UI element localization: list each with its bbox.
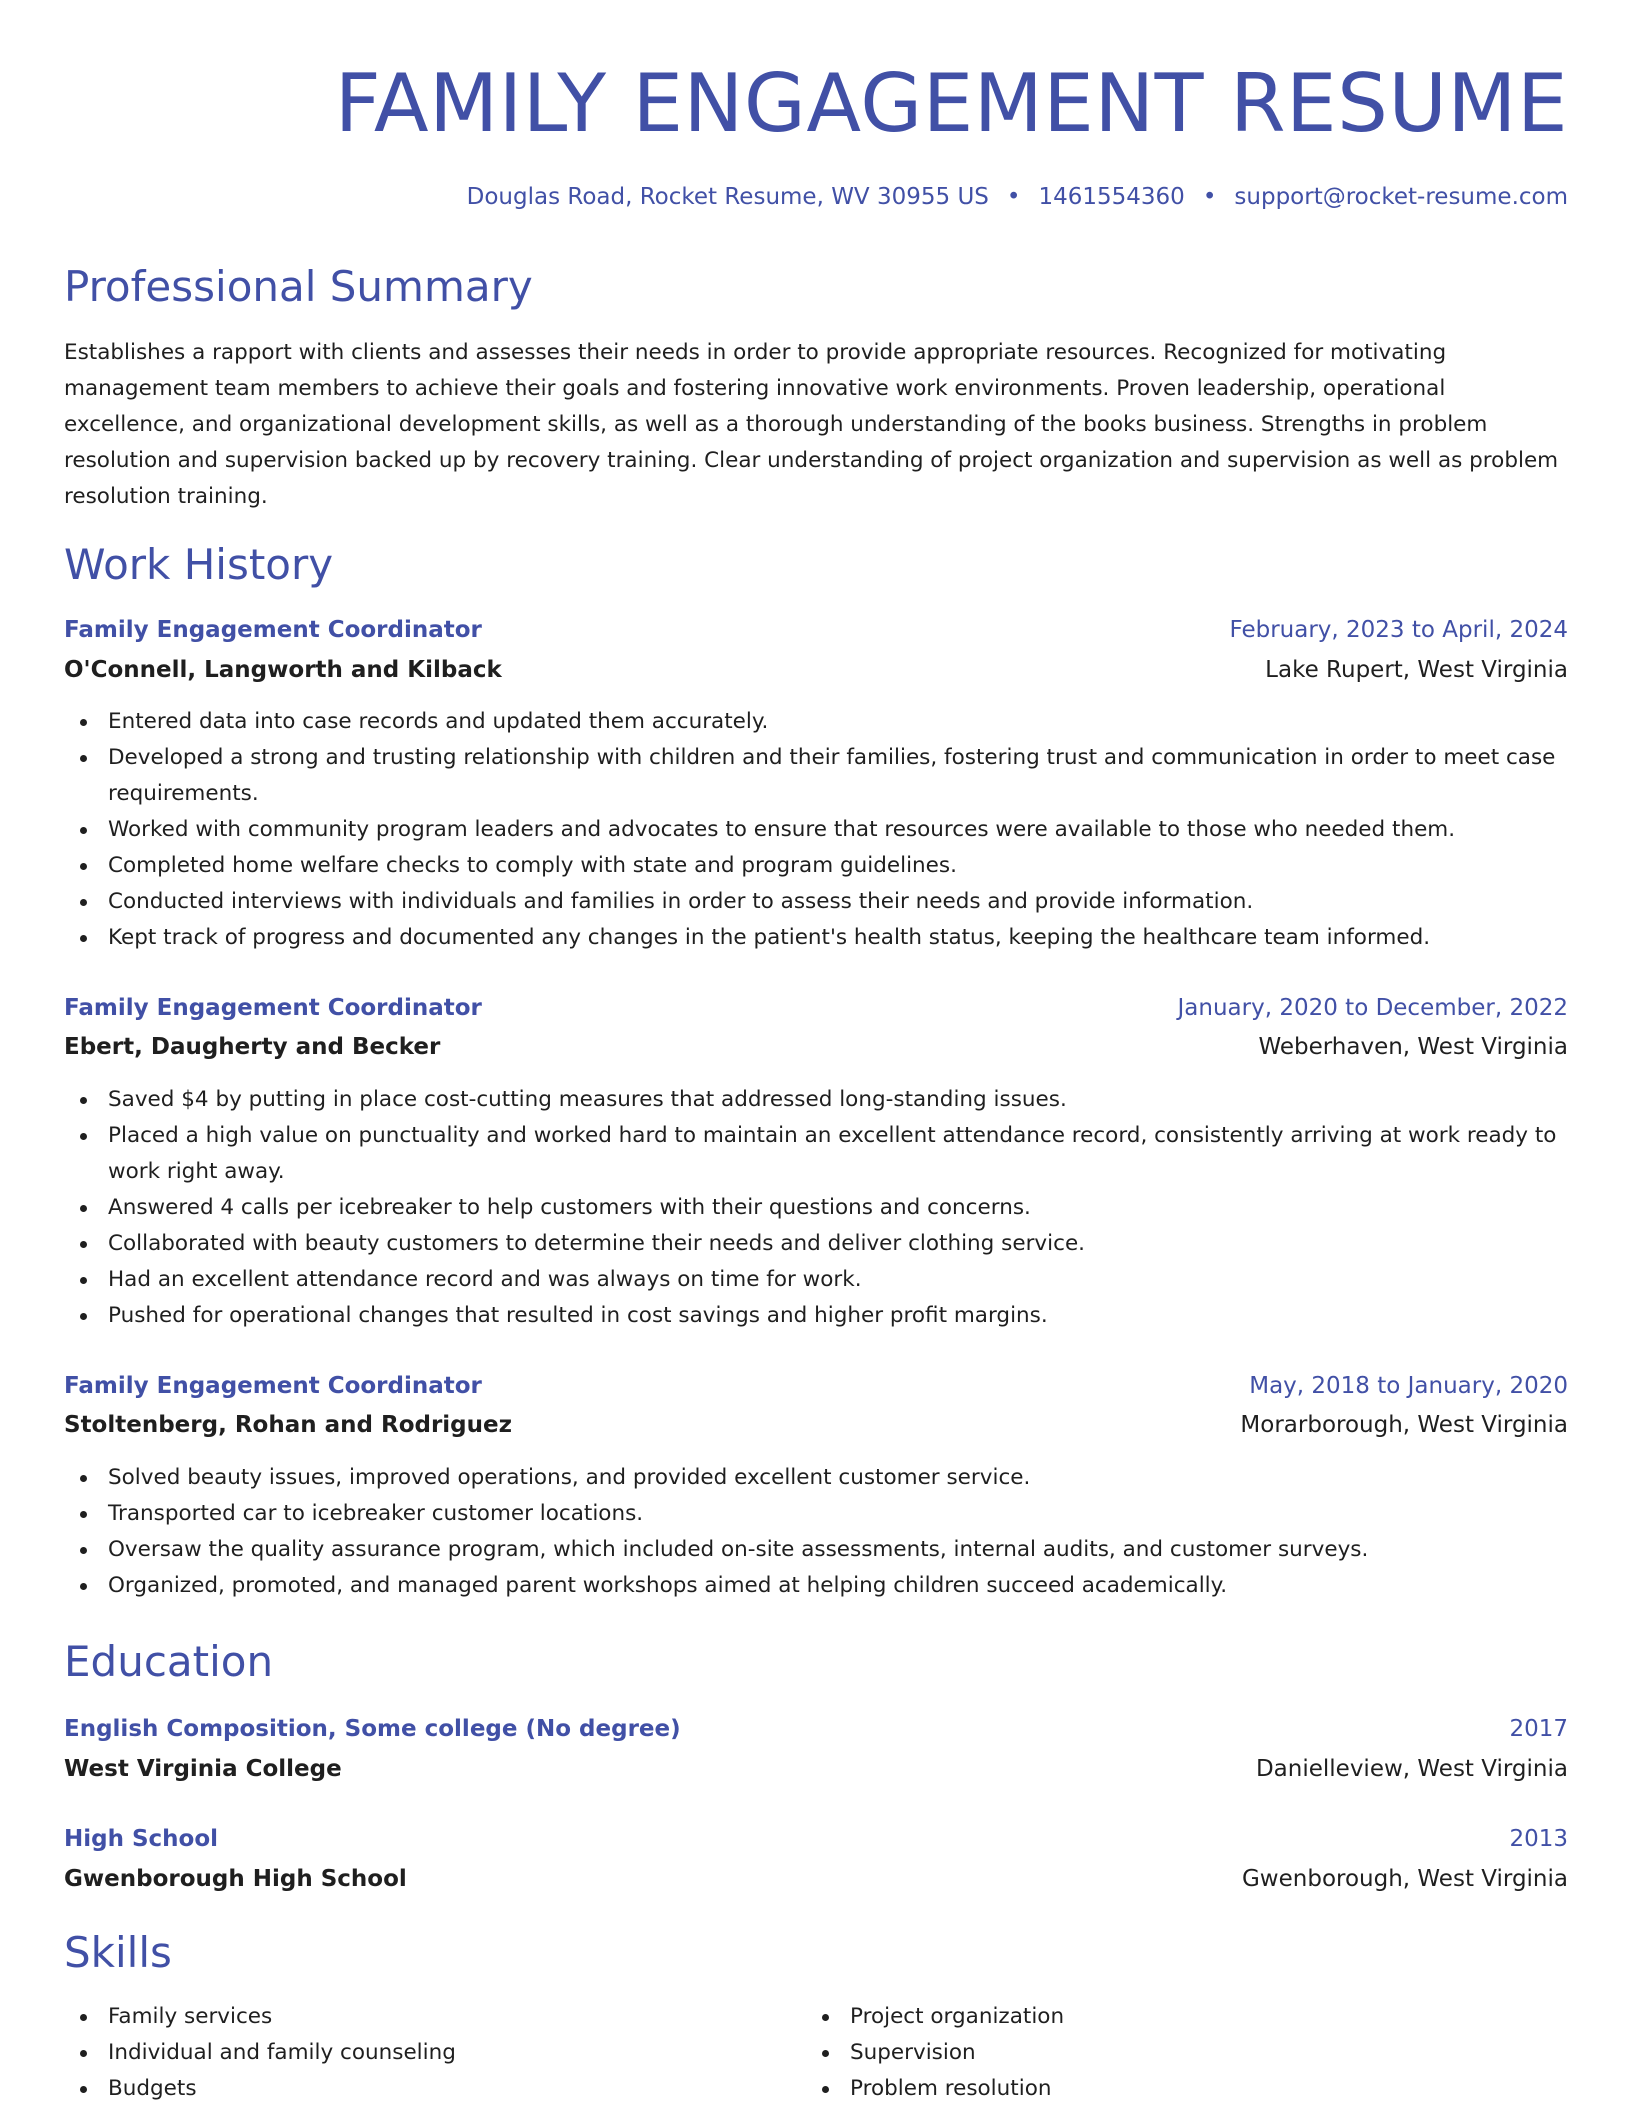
job-employer: Ebert, Daugherty and Becker: [64, 1034, 441, 1060]
contact-separator: •: [1006, 184, 1021, 210]
list-item: Saved $4 by putting in place cost-cutting measures that addressed long-standing issues.: [64, 1082, 1568, 1118]
list-item: Family services: [64, 1999, 456, 2035]
list-item: Placed a high value on punctuality and worked hard to maintain an excellent attendance record, consistently arriving at work ready to work right away.: [64, 1118, 1568, 1190]
summary-text: Establishes a rapport with clients and assesses their needs in order to provide appropriate resources. Recognized for motivating management team members to achieve their goals and fostering innovative work environments. Proven leadership, operational excellence, and organizational development skills, as well as a thorough understanding of the books business. Strengths in problem resolution and supervision backed up by recovery training. Clear understanding of project organization and supervision as well as problem resolution training.: [64, 340, 1559, 509]
education-year: 2017: [1509, 1716, 1568, 1742]
job-dates: February, 2023 to April, 2024: [1229, 617, 1568, 643]
list-item: Developed a strong and trusting relationship with children and their families, fostering trust and communication in order to meet case requirements.: [64, 740, 1568, 812]
job-header: [64, 1368, 1568, 1404]
list-item: Collaborated with beauty customers to determine their needs and deliver clothing service.: [64, 1226, 1568, 1262]
list-item: Problem resolution: [806, 2071, 1064, 2107]
education-school: Gwenborough High School: [64, 1866, 407, 1892]
contact-address: Douglas Road, Rocket Resume, WV 30955 US: [466, 184, 989, 210]
list-item: Worked with community program leaders and advocates to ensure that resources were available to those who needed them.: [64, 812, 1568, 848]
list-item: Organized, promoted, and managed parent workshops aimed at helping children succeed academically.: [64, 1568, 1568, 1604]
list-item: Solved beauty issues, improved operations, and provided excellent customer service.: [64, 1460, 1568, 1496]
education-header: [64, 1821, 1568, 1857]
job-location: Lake Rupert, West Virginia: [1265, 657, 1568, 683]
job-location: Morarborough, West Virginia: [1240, 1412, 1568, 1438]
list-item: Transported car to icebreaker customer locations.: [64, 1496, 1568, 1532]
list-item: Oversaw the quality assurance program, which included on-site assessments, internal audits, and customer surveys.: [64, 1532, 1568, 1568]
skills-list-left: [64, 1999, 456, 2107]
education-header: [64, 1711, 1568, 1747]
list-item: Pushed for operational changes that resulted in cost savings and higher profit margins.: [64, 1298, 1568, 1334]
education-school: West Virginia College: [64, 1756, 342, 1782]
list-item: Had an excellent attendance record and was always on time for work.: [64, 1262, 1568, 1298]
education-location: Gwenborough, West Virginia: [1241, 1866, 1568, 1892]
job-bullets: [64, 1082, 1568, 1334]
contact-line: [467, 180, 1568, 214]
contact-phone: 1461554360: [1038, 184, 1185, 210]
list-item: Individual and family counseling: [64, 2035, 456, 2071]
contact-separator: •: [1202, 184, 1217, 210]
job-employer: Stoltenberg, Rohan and Rodriguez: [64, 1412, 513, 1438]
list-item: Project organization: [806, 1999, 1064, 2035]
job-bullets: [64, 704, 1568, 956]
resume-title: FAMILY ENGAGEMENT RESUME: [334, 57, 1568, 150]
list-item: Completed home welfare checks to comply with state and program guidelines.: [64, 848, 1568, 884]
job-title: Family Engagement Coordinator: [64, 617, 482, 643]
education-heading: Education: [64, 1637, 274, 1686]
education-year: 2013: [1509, 1826, 1568, 1852]
job-header: [64, 612, 1568, 648]
skills-list-right: [806, 1999, 1064, 2107]
job-bullets: [64, 1460, 1568, 1604]
job-location: Weberhaven, West Virginia: [1258, 1034, 1568, 1060]
list-item: Entered data into case records and updated them accurately.: [64, 704, 1568, 740]
education-degree: High School: [64, 1826, 219, 1852]
job-employer-row: [64, 1029, 1568, 1065]
education-location: Danielleview, West Virginia: [1255, 1756, 1568, 1782]
education-school-row: [64, 1861, 1568, 1897]
job-employer: O'Connell, Langworth and Kilback: [64, 657, 502, 683]
job-title: Family Engagement Coordinator: [64, 1373, 482, 1399]
contact-email[interactable]: support@rocket-resume.com: [1234, 184, 1568, 210]
job-title: Family Engagement Coordinator: [64, 995, 482, 1021]
job-dates: May, 2018 to January, 2020: [1249, 1373, 1568, 1399]
list-item: Budgets: [64, 2071, 456, 2107]
list-item: Conducted interviews with individuals and families in order to assess their needs and provide information.: [64, 884, 1568, 920]
job-dates: January, 2020 to December, 2022: [1177, 995, 1568, 1021]
skills-heading: Skills: [64, 1928, 172, 1977]
resume-page: [64, 0, 1568, 2112]
education-school-row: [64, 1751, 1568, 1787]
list-item: Answered 4 calls per icebreaker to help customers with their questions and concerns.: [64, 1190, 1568, 1226]
job-header: [64, 990, 1568, 1026]
job-employer-row: [64, 652, 1568, 688]
list-item: Supervision: [806, 2035, 1064, 2071]
work-history-heading: Work History: [64, 540, 334, 589]
job-employer-row: [64, 1407, 1568, 1443]
list-item: Kept track of progress and documented any changes in the patient's health status, keeping the healthcare team informed.: [64, 920, 1568, 956]
education-degree: English Composition, Some college (No degree): [64, 1716, 681, 1742]
summary-heading: Professional Summary: [64, 262, 533, 311]
